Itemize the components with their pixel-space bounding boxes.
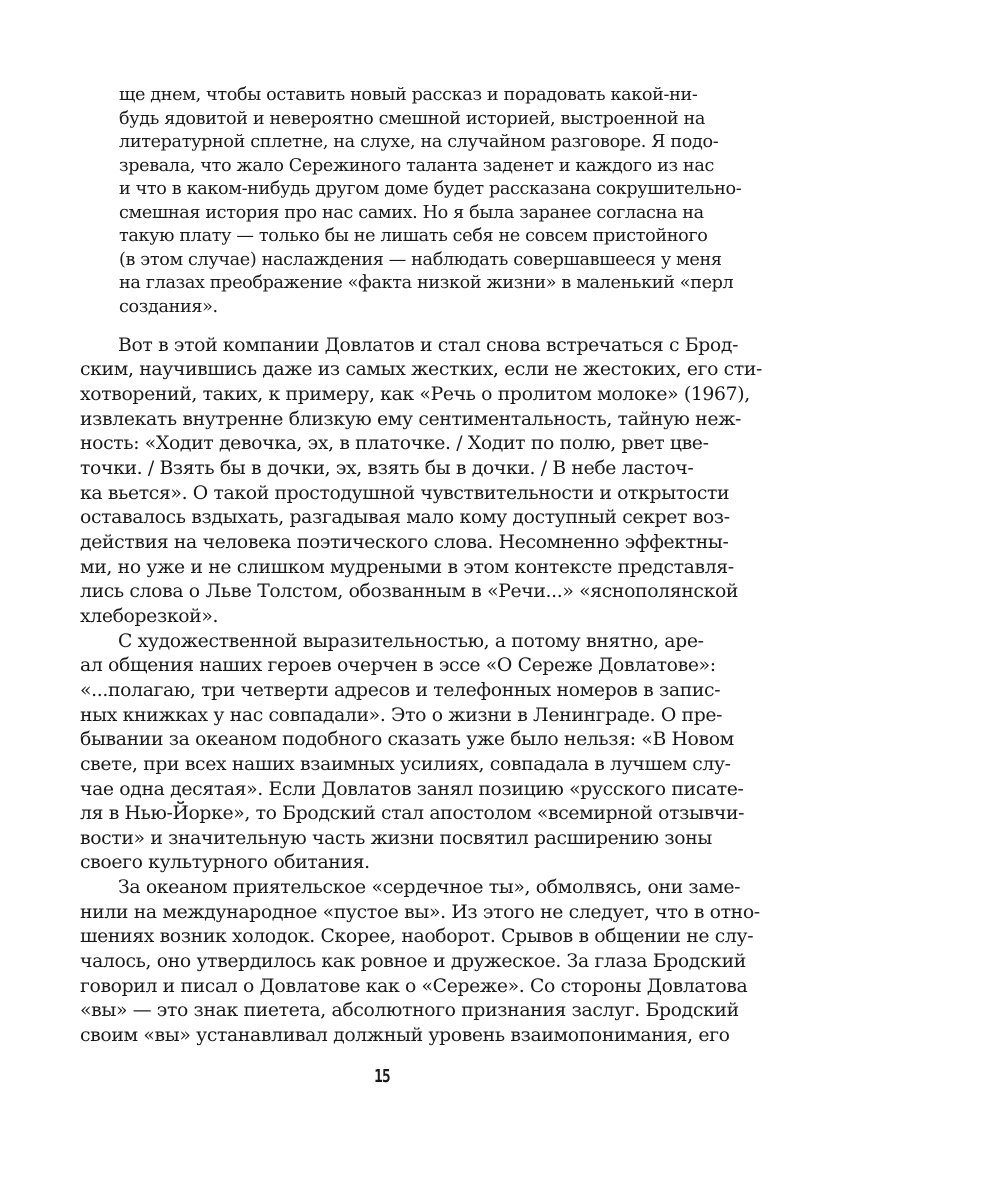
body-line: говорил и писал о Довлатове как о «Сереже». Со стороны Довлатова (80, 976, 748, 997)
body-line: Вот в этой компании Довлатов и стал снова встречаться с Брод- (118, 335, 739, 356)
quote-line: зревала, что жало Сережиного таланта заденет и каждого из нас (119, 156, 714, 176)
body-line: оставалось вздыхать, разгадывая мало кому доступный секрет воз- (80, 507, 730, 528)
body-line: С художественной выразительностью, а потому внятно, аре- (118, 631, 704, 652)
quote-line: создания». (119, 297, 218, 317)
body-line: ля в Нью-Йорке», то Бродский стал апостолом «всемирной отзывчи- (80, 803, 745, 824)
body-line: хлеборезкой». (80, 606, 219, 627)
body-line: За океаном приятельское «сердечное ты», обмолвясь, они заме- (118, 877, 741, 898)
body-line: ским, научившись даже из самых жестких, если не жестоких, его сти- (80, 359, 763, 380)
quote-line: и что в каком-нибудь другом доме будет рассказана сокрушительно- (119, 179, 742, 199)
body-line: чалось, оно утвердилось как ровное и дружеское. За глаза Бродский (80, 951, 746, 972)
body-line: извлекать внутренне близкую ему сентиментальность, тайную неж- (80, 409, 742, 430)
body-line: бывании за океаном подобного сказать уже было нельзя: «В Новом (80, 729, 734, 750)
body-line: ность: «Ходит девочка, эх, в платочке. / Ходит по полю, рвет цве- (80, 433, 709, 454)
quote-line: на глазах преображение «факта низкой жизни» в маленький «перл (119, 273, 734, 293)
quote-line: (в этом случае) наслаждения — наблюдать совершавшееся у меня (119, 250, 722, 270)
body-line: ми, но уже и не слишком мудреными в этом контексте представля- (80, 557, 734, 578)
body-line: хотворений, таких, к примеру, как «Речь о пролитом молоке» (1967), (80, 384, 750, 405)
page-number: 15 (374, 1066, 390, 1087)
body-line: свете, при всех наших взаимных усилиях, совпадала в лучшем слу- (80, 754, 731, 775)
body-line: шениях возник холодок. Скорее, наоборот. Срывов в общении не слу- (80, 926, 754, 947)
quote-line: ще днем, чтобы оставить новый рассказ и порадовать какой-ни- (119, 85, 698, 105)
body-line: своим «вы» устанавливал должный уровень взаимопонимания, его (80, 1025, 730, 1046)
body-line: лись слова о Льве Толстом, обозванным в «Речи...» «яснополянской (80, 581, 739, 602)
body-line: «вы» — это знак пиетета, абсолютного признания заслуг. Бродский (80, 1000, 739, 1021)
body-line: ка вьется». О такой простодушной чувствительности и открытости (80, 483, 730, 504)
body-line: ал общения наших героев очерчен в эссе «О Сереже Довлатове»: (80, 655, 716, 676)
body-line: точки. / Взять бы в дочки, эх, взять бы в дочки. / В небе ласточ- (80, 458, 694, 479)
body-line: своего культурного обитания. (80, 852, 370, 873)
body-line: действия на человека поэтического слова. Несомненно эффектны- (80, 532, 729, 553)
body-line: нили на международное «пустое вы». Из этого не следует, что в отно- (80, 902, 760, 923)
body-line: вости» и значительную часть жизни посвятил расширению зоны (80, 828, 712, 849)
quote-line: смешная история про нас самих. Но я была заранее согласна на (119, 203, 704, 223)
quote-line: такую плату — только бы не лишать себя не совсем пристойного (119, 226, 708, 246)
quote-line: будь ядовитой и невероятно смешной историей, выстроенной на (119, 109, 705, 129)
quote-line: литературной сплетне, на слухе, на случайном разговоре. Я подо- (119, 132, 719, 152)
body-line: чае одна десятая». Если Довлатов занял позицию «русского писате- (80, 779, 744, 800)
body-line: «...полагаю, три четверти адресов и телефонных номеров в запис- (80, 680, 721, 701)
body-line: ных книжках у нас совпадали». Это о жизни в Ленинграде. О пре- (80, 705, 723, 726)
